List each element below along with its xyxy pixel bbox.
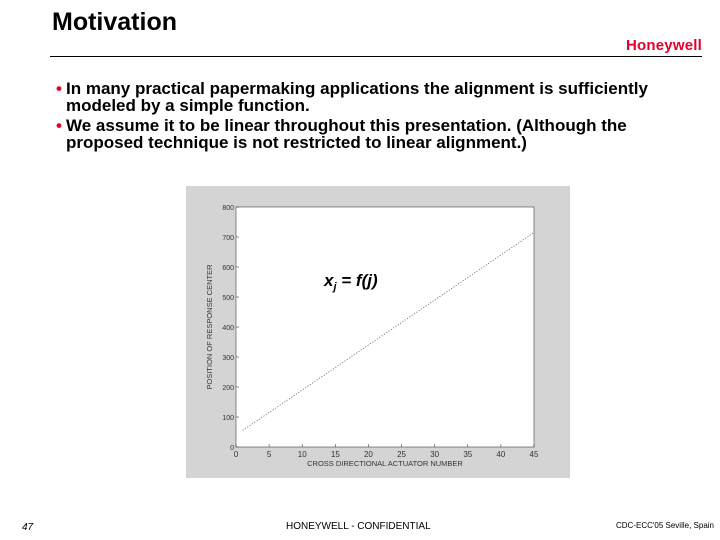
title-divider (50, 56, 702, 57)
equation-function: = f(j) (336, 271, 378, 290)
y-tick-label: 700 (222, 235, 234, 242)
slide-title: Motivation (52, 8, 177, 36)
bullet-dot-icon: • (56, 116, 62, 135)
venue-label: CDC-ECC'05 Seville, Spain (615, 521, 714, 530)
bullet-item (56, 117, 676, 151)
confidential-notice: HONEYWELL - CONFIDENTIAL (286, 521, 431, 532)
bullet-dot-icon: • (56, 79, 62, 98)
x-axis-label: CROSS DIRECTIONAL ACTUATOR NUMBER (307, 459, 463, 468)
y-tick-label: 600 (222, 265, 234, 272)
x-tick-label: 20 (363, 450, 373, 459)
x-tick-label: 5 (266, 450, 272, 459)
x-tick-label: 15 (330, 450, 340, 459)
equation-subscript: j (333, 281, 337, 293)
y-tick-label: 200 (222, 385, 234, 392)
y-tick-label: 800 (222, 205, 234, 212)
y-tick-label: 400 (222, 325, 234, 332)
y-tick-label: 300 (222, 355, 234, 362)
y-tick-label: 0 (230, 445, 234, 452)
x-tick-label: 30 (430, 450, 440, 459)
y-tick-label: 100 (222, 415, 234, 422)
y-tick-label: 500 (222, 295, 234, 302)
x-tick-label: 40 (496, 450, 506, 459)
alignment-chart (186, 186, 570, 478)
y-axis-label: POSITION OF RESPONSE CENTER (205, 264, 214, 390)
bullet-text: In many practical papermaking applications the alignment is sufficiently modeled by a simple function. (66, 79, 648, 115)
x-tick-label: 35 (463, 450, 473, 459)
x-tick-label: 0 (233, 450, 239, 459)
x-tick-label: 10 (297, 450, 307, 459)
x-tick-label: 25 (397, 450, 407, 459)
bullet-list (56, 80, 676, 154)
bullet-item (56, 80, 676, 114)
honeywell-logo: Honeywell (626, 37, 702, 54)
alignment-chart-svg (186, 186, 570, 478)
page-number: 47 (22, 522, 34, 533)
equation-variable: x (324, 271, 334, 290)
x-tick-label: 45 (529, 450, 539, 459)
bullet-text: We assume it to be linear throughout this presentation. (Although the proposed technique is not restricted to linear alignment.) (66, 116, 627, 152)
plot-area (236, 207, 534, 447)
alignment-equation (324, 271, 378, 293)
